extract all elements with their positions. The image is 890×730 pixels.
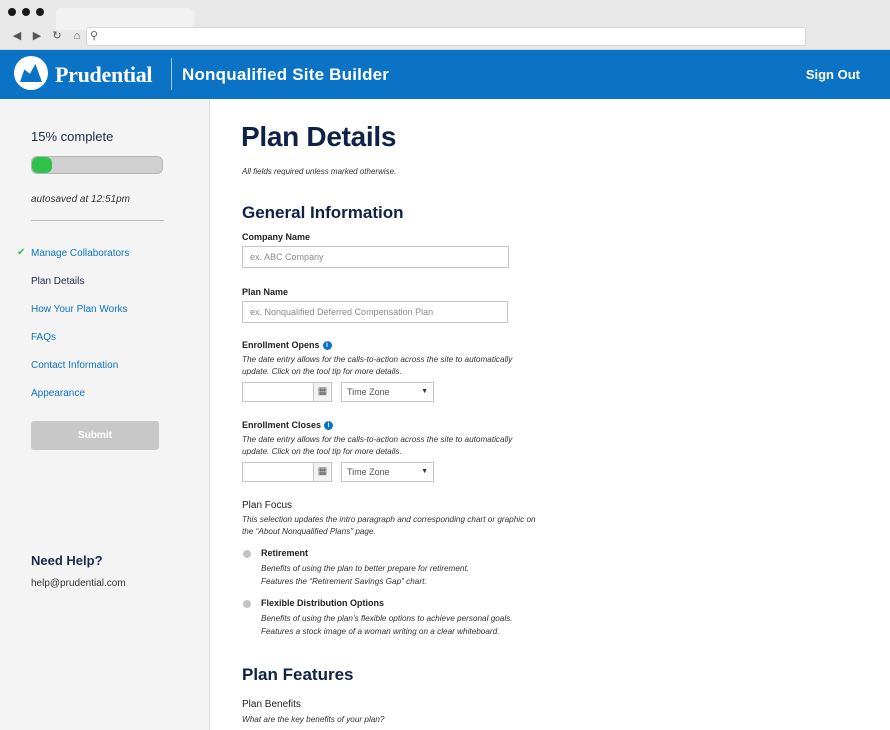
main-content [211, 99, 890, 730]
plan-focus-help [242, 514, 602, 538]
prudential-rock-logo-icon [14, 56, 48, 90]
section-title-general-information: General Information [242, 203, 404, 222]
enrollment-opens-date-input[interactable] [242, 382, 332, 402]
plan-benefits-help: What are the key benefits of your plan? [242, 715, 385, 724]
help-heading: Need Help? [31, 553, 103, 568]
address-bar[interactable] [86, 27, 806, 46]
required-note: All fields required unless marked otherwise. [242, 167, 397, 176]
timezone-select-value: Time Zone [347, 467, 390, 477]
company-name-input[interactable] [242, 246, 509, 268]
sidebar-divider [31, 220, 164, 221]
enrollment-closes-timezone-select[interactable] [341, 462, 434, 482]
desc-line: Benefits of using the plan to better prepare for retirement. [261, 564, 469, 573]
page-title: Plan Details [241, 121, 397, 152]
sidebar-item-label: How Your Plan Works [31, 304, 128, 315]
app-title: Nonqualified Site Builder [182, 65, 390, 84]
desc-line: Features the “Retirement Savings Gap” chart. [261, 576, 427, 586]
radio-desc-retirement [261, 563, 591, 588]
radio-label-flexible-distribution[interactable]: Flexible Distribution Options [261, 598, 385, 608]
enrollment-closes-label [242, 420, 333, 430]
sidebar-item-faqs[interactable] [31, 332, 129, 360]
checkmark-icon: ✔ [17, 247, 26, 258]
caret-down-icon: ▼ [421, 468, 428, 475]
window-controls [8, 8, 44, 16]
radio-label-retirement[interactable]: Retirement [261, 548, 309, 558]
maximize-window-dot[interactable] [36, 8, 44, 16]
sidebar-item-manage-collaborators[interactable] [17, 247, 130, 276]
sign-out-link[interactable]: Sign Out [805, 67, 860, 82]
company-name-label: Company Name [242, 232, 311, 242]
calendar-icon[interactable]: ▦ [313, 463, 331, 481]
timezone-select-value: Time Zone [347, 387, 390, 397]
enrollment-opens-label [242, 340, 332, 350]
enrollment-opens-timezone-select[interactable] [341, 382, 434, 402]
brand-logo-text: Prudential [55, 62, 153, 87]
help-line: The date entry allows for the calls-to-action across the site to automatically [242, 355, 513, 364]
enrollment-opens-help [242, 354, 562, 378]
help-email-link[interactable]: help@prudential.com [31, 578, 126, 589]
progress-bar [31, 156, 163, 174]
close-window-dot[interactable] [8, 8, 16, 16]
submit-button[interactable]: Submit [31, 421, 159, 450]
progress-label: 15% complete [31, 129, 114, 144]
enrollment-closes-help [242, 434, 562, 458]
help-line: The date entry allows for the calls-to-action across the site to automatically [242, 435, 513, 444]
forward-arrow-icon[interactable]: ▶ [32, 30, 42, 42]
search-icon: ⚲ [90, 30, 99, 42]
sidebar-item-how-your-plan-works[interactable] [31, 304, 129, 332]
enrollment-closes-date-input[interactable] [242, 462, 332, 482]
sidebar-item-contact-information[interactable] [31, 360, 129, 388]
help-line: update. Click on the tool tip for more details. [242, 447, 402, 456]
sidebar-nav [17, 247, 130, 416]
radio-retirement[interactable] [243, 550, 251, 558]
sidebar-item-plan-details[interactable] [31, 276, 129, 304]
info-icon[interactable]: i [323, 341, 332, 350]
plan-benefits-label: Plan Benefits [242, 699, 301, 710]
desc-line: Benefits of using the plan’s flexible options to achieve personal goals. [261, 614, 513, 623]
help-line: the “About Nonqualified Plans” page. [242, 527, 376, 536]
browser-chrome [0, 0, 890, 50]
plan-focus-label: Plan Focus [242, 500, 293, 511]
radio-desc-flexible-distribution [261, 613, 591, 638]
radio-flexible-distribution[interactable] [243, 600, 251, 608]
sidebar [0, 99, 210, 730]
home-icon[interactable]: ⌂ [73, 29, 81, 42]
progress-bar-fill [32, 157, 52, 173]
plan-name-input[interactable] [242, 301, 508, 323]
info-icon[interactable]: i [324, 421, 333, 430]
sidebar-item-label: Appearance [31, 388, 85, 399]
minimize-window-dot[interactable] [22, 8, 30, 16]
sidebar-item-appearance[interactable] [31, 388, 129, 416]
browser-nav [10, 29, 84, 42]
enrollment-closes-label-text: Enrollment Closes [242, 420, 322, 430]
back-arrow-icon[interactable]: ◀ [12, 30, 22, 42]
section-title-plan-features: Plan Features [242, 665, 354, 684]
sidebar-item-label: Contact Information [31, 360, 119, 371]
caret-down-icon: ▼ [421, 388, 428, 395]
enrollment-opens-label-text: Enrollment Opens [242, 340, 320, 350]
header-divider [171, 58, 172, 90]
help-line: update. Click on the tool tip for more details. [242, 367, 402, 376]
autosave-status: autosaved at 12:51pm [31, 194, 130, 205]
calendar-icon[interactable]: ▦ [313, 383, 331, 401]
sidebar-item-label: Plan Details [31, 276, 85, 287]
sidebar-item-label: FAQs [31, 332, 57, 343]
sidebar-item-label: Manage Collaborators [31, 248, 130, 259]
reload-icon[interactable]: ↻ [52, 30, 62, 42]
desc-line: Features a stock image of a woman writing on a clear whiteboard. [261, 626, 500, 636]
help-line: This selection updates the intro paragraph and corresponding chart or graphic on [242, 515, 536, 524]
app-header [0, 50, 890, 99]
plan-name-label: Plan Name [242, 287, 289, 297]
